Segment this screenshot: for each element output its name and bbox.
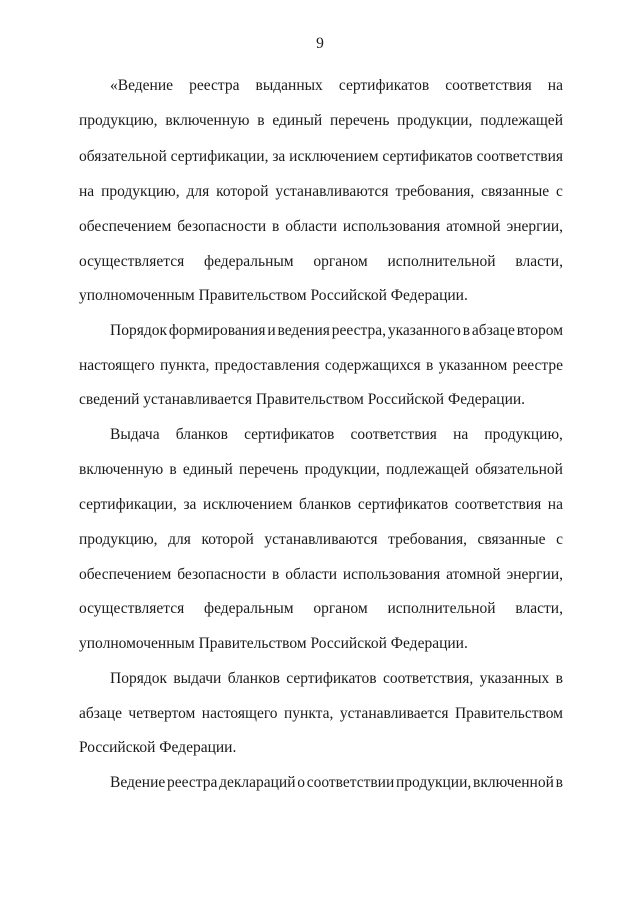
word: перечень: [238, 461, 299, 478]
word: продукцию,: [79, 112, 158, 129]
word: продукции,: [396, 774, 472, 791]
word: в: [462, 322, 471, 339]
word: Выдача: [110, 426, 160, 443]
word: требования,: [388, 531, 467, 548]
word: в: [555, 670, 563, 687]
word: за: [272, 148, 286, 165]
word: единый: [182, 461, 233, 478]
word: атомной: [446, 218, 501, 235]
word: атомной: [446, 566, 501, 583]
word: уполномоченным Правительством Российской Федерации.: [79, 635, 468, 652]
word: устанавливаются: [264, 531, 378, 548]
word: области: [285, 566, 338, 583]
word: устанавливается: [339, 705, 449, 722]
word: сертификатов: [357, 496, 449, 513]
word: использования: [342, 218, 441, 235]
word: настоящего: [79, 357, 155, 374]
word: включенную: [165, 112, 250, 129]
word: с: [556, 183, 563, 200]
word: указанном: [438, 357, 508, 374]
word: ведения: [277, 322, 330, 339]
word: власти,: [515, 253, 563, 270]
word: осуществляется: [79, 600, 185, 617]
word: бланков: [175, 426, 228, 443]
word: содержащихся: [324, 357, 421, 374]
word: сертификации,: [79, 496, 177, 513]
word: продукции,: [397, 112, 473, 129]
word: сертификатов: [286, 670, 377, 687]
word: втором: [516, 322, 563, 339]
word: реестра,: [331, 322, 387, 339]
word: которой: [201, 531, 254, 548]
word: обеспечением: [79, 218, 172, 235]
word: бланков: [227, 670, 280, 687]
text-line: [79, 181, 563, 203]
text-line: [79, 251, 563, 273]
word: продукцию,: [101, 183, 180, 200]
word: Порядок: [110, 670, 167, 687]
page-number: 9: [316, 35, 324, 52]
text-line: [79, 459, 563, 481]
text-line: [110, 772, 563, 794]
word: безопасности: [177, 218, 267, 235]
word: требования,: [395, 183, 475, 200]
word: указанных: [479, 670, 550, 687]
word: связанные: [481, 183, 550, 200]
word: реестра: [189, 77, 240, 94]
word: абзаце: [79, 705, 122, 722]
word: на: [547, 496, 563, 513]
text-line: [110, 668, 563, 690]
word: безопасности: [177, 566, 267, 583]
word: соответствия: [350, 426, 437, 443]
word: формирования: [168, 322, 266, 339]
word: бланков: [299, 496, 352, 513]
text-line: [79, 598, 563, 620]
text-line: [79, 564, 563, 586]
word: исполнительной: [387, 253, 496, 270]
word: обеспечением: [79, 566, 172, 583]
word: реестра: [166, 774, 218, 791]
word: которой: [216, 183, 269, 200]
word: Порядок: [110, 322, 167, 339]
word: власти,: [515, 600, 563, 617]
word: предоставления: [214, 357, 320, 374]
text-line: [110, 320, 563, 342]
word: включенной: [473, 774, 554, 791]
word: области: [285, 218, 338, 235]
word: продукции,: [304, 461, 380, 478]
word: энергии,: [506, 218, 563, 235]
word: на: [79, 183, 95, 200]
word: в: [169, 461, 177, 478]
word: и: [267, 322, 276, 339]
word: сертификатов: [244, 426, 335, 443]
text-line: [110, 75, 563, 97]
word: в: [272, 218, 280, 235]
word: обязательной: [79, 148, 167, 165]
word: в: [257, 112, 265, 129]
word: четвертом: [128, 705, 196, 722]
word: обязательной: [475, 461, 563, 478]
word: «Ведение: [110, 77, 173, 94]
word: указанного: [387, 322, 461, 339]
word: абзаце: [471, 322, 515, 339]
text-line: [79, 633, 468, 655]
word: в: [555, 774, 563, 791]
word: выдачи: [173, 670, 222, 687]
word: продукцию,: [484, 426, 563, 443]
word: федеральным: [204, 600, 294, 617]
word: соответствия,: [382, 670, 474, 687]
word: связанные: [477, 531, 546, 548]
word: осуществляется: [79, 253, 185, 270]
word: исполнительной: [387, 600, 496, 617]
text-line: [79, 146, 563, 168]
word: сертификатов: [338, 77, 430, 94]
word: Ведение: [110, 774, 166, 791]
text-line: [79, 737, 236, 759]
word: на: [453, 426, 469, 443]
word: продукцию,: [79, 531, 158, 548]
text-line: [79, 529, 563, 551]
word: деклараций: [219, 774, 296, 791]
word: сертификации,: [170, 148, 269, 165]
word: включенную: [79, 461, 164, 478]
text-line: [79, 494, 563, 516]
word: энергии,: [506, 566, 563, 583]
word: органом: [313, 600, 368, 617]
text-line: [79, 285, 468, 307]
text-line: [79, 216, 563, 238]
word: соответствия: [445, 77, 532, 94]
word: соответствия: [454, 496, 542, 513]
word: органом: [313, 253, 368, 270]
text-line: [79, 703, 563, 725]
word: Российской Федерации.: [79, 739, 237, 756]
word: с: [556, 531, 563, 548]
word: единый: [272, 112, 323, 129]
word: пункта,: [284, 705, 334, 722]
word: в: [272, 566, 280, 583]
word: подлежащей: [386, 461, 469, 478]
text-line: [79, 110, 563, 132]
word: для: [168, 531, 191, 548]
word: федеральным: [204, 253, 294, 270]
text-line: [79, 355, 563, 377]
word: выданных: [255, 77, 323, 94]
word: исключением: [203, 496, 293, 513]
word: Правительством: [454, 705, 563, 722]
word: за: [183, 496, 197, 513]
text-line: [79, 389, 525, 411]
word: соответствии: [306, 774, 395, 791]
word: в: [425, 357, 434, 374]
word: сведений устанавливается Правительством Российской Федерации.: [79, 391, 526, 408]
word: настоящего: [201, 705, 278, 722]
word: на: [547, 77, 563, 94]
text-line: [110, 424, 563, 446]
word: перечень: [329, 112, 390, 129]
word: реестре: [512, 357, 563, 374]
word: уполномоченным Правительством Российской Федерации.: [79, 287, 468, 304]
word: сертификатов: [382, 148, 473, 165]
word: исключением: [289, 148, 379, 165]
word: пункта,: [160, 357, 210, 374]
word: для: [186, 183, 210, 200]
word: подлежащей: [480, 112, 563, 129]
word: использования: [342, 566, 441, 583]
word: устанавливаются: [275, 183, 389, 200]
word: соответствия: [476, 148, 563, 165]
word: о: [297, 774, 305, 791]
